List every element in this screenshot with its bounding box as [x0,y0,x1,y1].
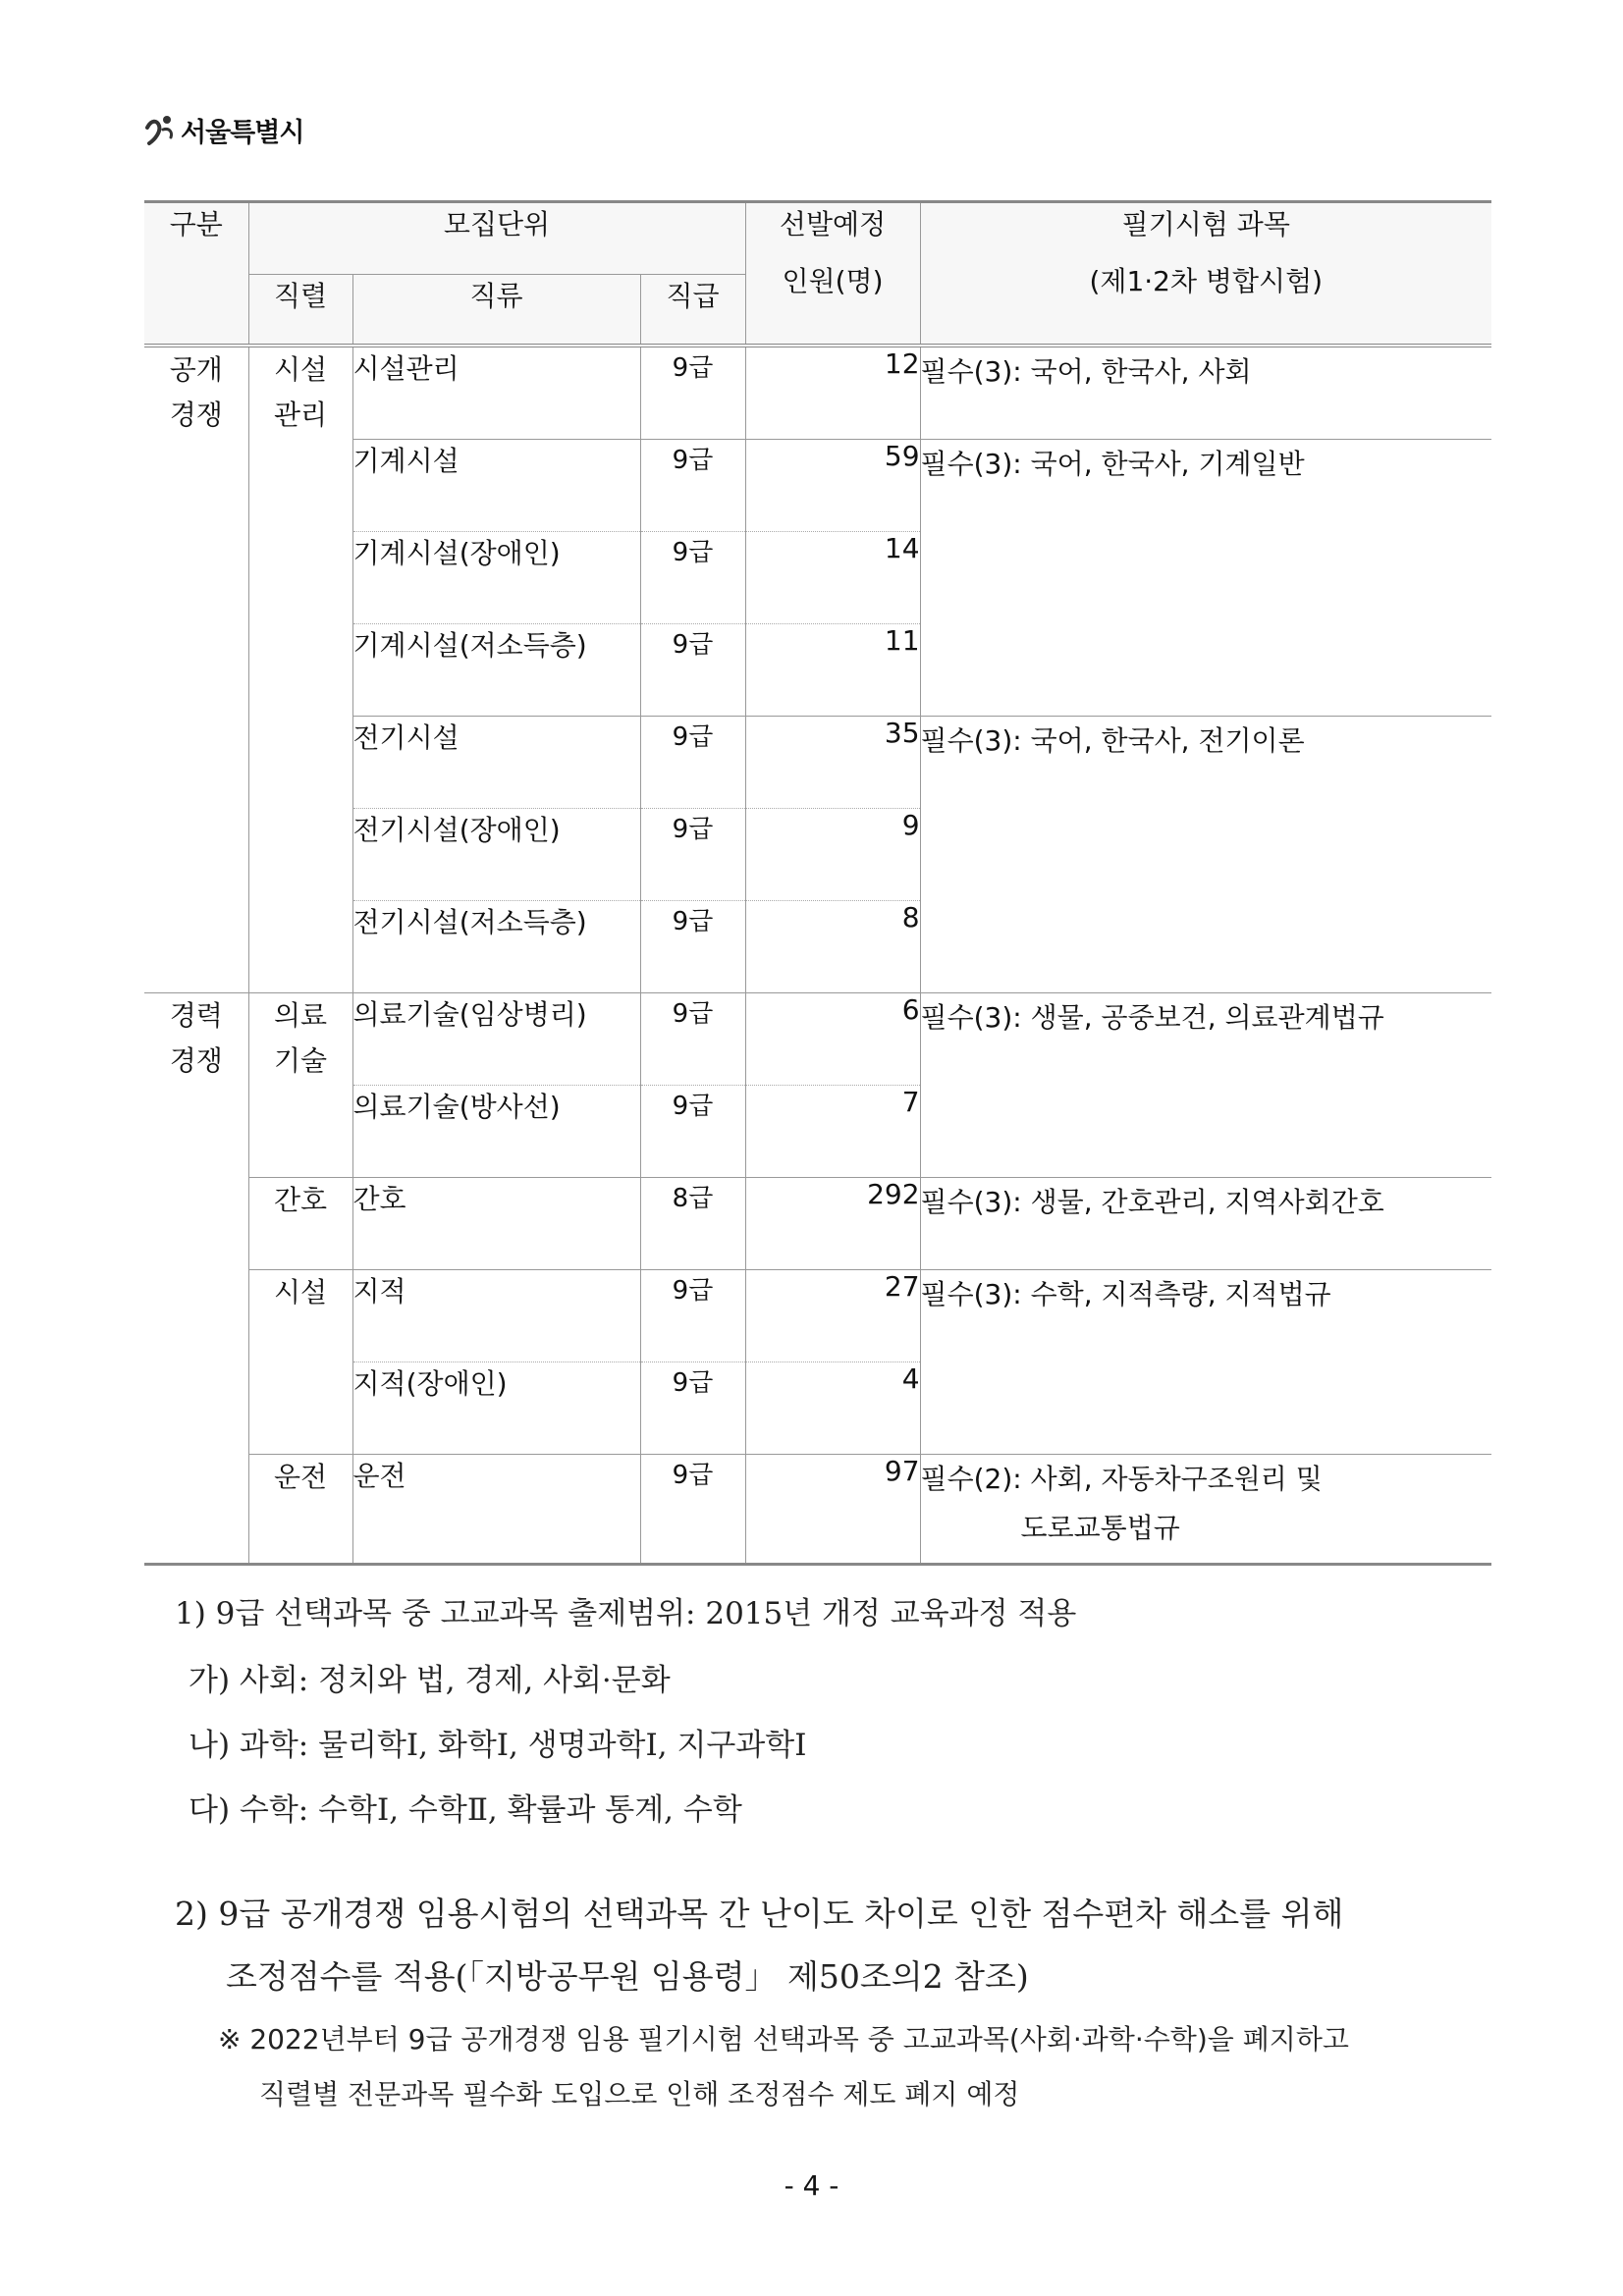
header-seonbal [745,202,920,347]
page-number: - 4 - [784,2169,839,2202]
jikryu-cell: 기계시설 [352,440,640,532]
jikgeup-cell: 9급 [640,1086,745,1178]
gubun-career-l2: 경쟁 [169,1044,223,1077]
jikgeup-cell: 9급 [640,1455,745,1565]
seoul-logo [139,110,303,149]
note-1: 1) 9급 선택과목 중 고교과목 출제범위: 2015년 개정 교육과정 적용 [175,1596,1077,1631]
jikryeol-l2: 관리 [273,399,328,431]
jikryeol-l1: 의료 [273,999,328,1032]
jikgeup-cell: 9급 [640,440,745,532]
header-pilgi [920,202,1491,347]
note-2-line1: 2) 9급 공개경쟁 임용시험의 선택과목 간 난이도 차이로 인한 점수편차 해소를 위해 [175,1895,1344,1933]
subject-cell: 필수(3): 생물, 공중보건, 의료관계법규 [920,993,1491,1178]
header-jikryeol: 직렬 [248,275,352,347]
header-seonbal-l1: 선발예정 [779,208,887,240]
jikgeup-cell: 9급 [640,901,745,993]
gubun-cell-career [144,993,248,1565]
jikryeol-cell: 시설 [248,1270,352,1455]
note-star [218,2012,1494,2122]
jikryu-cell: 전기시설 [352,717,640,809]
jikgeup-cell: 9급 [640,809,745,901]
jikgeup-cell: 9급 [640,993,745,1086]
jikryu-cell: 의료기술(방사선) [352,1086,640,1178]
header-seonbal-l2: 인원(명) [782,265,884,297]
subject-cell: 필수(3): 국어, 한국사, 기계일반 [920,440,1491,717]
jikgeup-cell: 9급 [640,532,745,624]
count-cell: 6 [745,993,920,1086]
seoul-logo-icon [139,110,179,149]
gubun-open-l2: 경쟁 [169,399,223,431]
subject-l2: 도로교통법규 [1020,1512,1180,1544]
jikryeol-cell: 운전 [248,1455,352,1565]
note-1c: 다) 수학: 수학Ⅰ, 수학Ⅱ, 확률과 통계, 수학 [189,1792,742,1828]
count-cell: 97 [745,1455,920,1565]
subject-cell: 필수(3): 생물, 간호관리, 지역사회간호 [920,1178,1491,1270]
note-star-line1: ※ 2022년부터 9급 공개경쟁 임용 필기시험 선택과목 중 고교과목(사회·과학·수학)을 폐지하고 [218,2023,1349,2056]
count-cell: 11 [745,624,920,717]
count-cell: 9 [745,809,920,901]
subject-cell: 필수(3): 국어, 한국사, 사회 [920,346,1491,440]
jikgeup-cell: 9급 [640,346,745,440]
jikryu-cell: 기계시설(저소득층) [352,624,640,717]
gubun-career-l1: 경력 [169,999,223,1032]
count-cell: 12 [745,346,920,440]
note-star-line2: 직렬별 전문과목 필수화 도입으로 인해 조정점수 제도 폐지 예정 [259,2078,1020,2110]
count-cell: 7 [745,1086,920,1178]
header-pilgi-l1: 필기시험 과목 [1121,208,1290,240]
jikryu-cell: 운전 [352,1455,640,1565]
jikgeup-cell: 9급 [640,1362,745,1455]
jikryu-cell: 기계시설(장애인) [352,532,640,624]
subject-cell: 필수(3): 수학, 지적측량, 지적법규 [920,1270,1491,1455]
jikgeup-cell: 9급 [640,1270,745,1362]
jikryeol-cell [248,346,352,993]
note-2-line2: 조정점수를 적용(「지방공무원 임용령」 제50조의2 참조) [226,1957,1029,1996]
gubun-open-l1: 공개 [169,353,223,386]
jikryeol-l1: 시설 [273,353,328,386]
jikryu-cell: 시설관리 [352,346,640,440]
jikryeol-l2: 기술 [273,1044,328,1077]
recruitment-table [144,200,1491,1566]
subject-cell: 필수(3): 국어, 한국사, 전기이론 [920,717,1491,993]
count-cell: 4 [745,1362,920,1455]
header-moji: 모집단위 [248,202,745,275]
header-gubun: 구분 [144,202,248,347]
subject-l1: 필수(2): 사회, 자동차구조원리 및 [920,1463,1323,1495]
note-1a: 가) 사회: 정치와 법, 경제, 사회·문화 [189,1663,671,1698]
header-jikgeup: 직급 [640,275,745,347]
header-pilgi-l2: (제1·2차 병합시험) [1089,265,1324,297]
jikryu-cell: 전기시설(저소득층) [352,901,640,993]
jikryu-cell: 지적(장애인) [352,1362,640,1455]
count-cell: 27 [745,1270,920,1362]
count-cell: 292 [745,1178,920,1270]
note-2 [175,1883,1500,2008]
jikryeol-cell [248,993,352,1178]
note-1b: 나) 과학: 물리학Ⅰ, 화학Ⅰ, 생명과학Ⅰ, 지구과학Ⅰ [189,1728,807,1763]
jikryu-cell: 지적 [352,1270,640,1362]
jikgeup-cell: 9급 [640,717,745,809]
count-cell: 8 [745,901,920,993]
count-cell: 14 [745,532,920,624]
subject-cell [920,1455,1491,1565]
jikgeup-cell: 8급 [640,1178,745,1270]
header-jikryu: 직류 [352,275,640,347]
count-cell: 35 [745,717,920,809]
org-name: 서울특별시 [181,117,304,148]
jikgeup-cell: 9급 [640,624,745,717]
jikryeol-cell: 간호 [248,1178,352,1270]
jikryu-cell: 간호 [352,1178,640,1270]
count-cell: 59 [745,440,920,532]
jikryu-cell: 의료기술(임상병리) [352,993,640,1086]
jikryu-cell: 전기시설(장애인) [352,809,640,901]
gubun-cell-open [144,346,248,993]
